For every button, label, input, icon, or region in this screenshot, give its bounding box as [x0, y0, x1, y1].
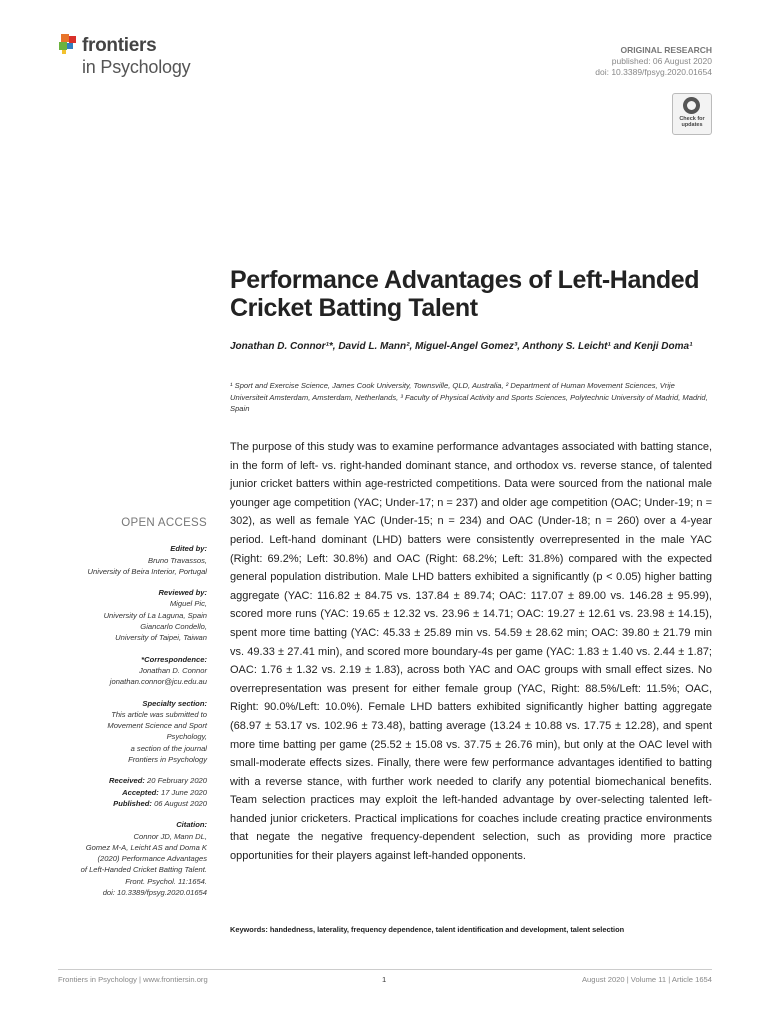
journal-name-line2: in Psychology — [82, 57, 191, 77]
specialty-line: Psychology, — [166, 732, 207, 742]
citation-line: Connor JD, Mann DL, — [133, 831, 207, 841]
citation-doi[interactable]: doi: 10.3389/fpsyg.2020.01654 — [102, 888, 207, 898]
check-for-updates-button[interactable] — [672, 93, 712, 135]
accepted-date: 17 June 2020 — [160, 787, 207, 797]
article-title: Performance Advantages of Left-Handed Cricket Batting Talent — [230, 266, 700, 322]
reviewer-affiliation: University of La Laguna, Spain — [103, 610, 207, 620]
correspondence-label: *Correspondence: — [141, 654, 207, 664]
journal-logo[interactable] — [58, 33, 208, 81]
footer-volume-info: August 2020 | Volume 11 | Article 1654 — [581, 975, 712, 984]
citation-label: Citation: — [176, 820, 207, 830]
check-updates-label: Check for updates — [679, 116, 705, 128]
published-date: 06 August 2020 — [154, 798, 207, 808]
open-access-label: OPEN ACCESS — [121, 517, 207, 529]
doi-line[interactable]: doi: 10.3389/fpsyg.2020.01654 — [595, 67, 712, 77]
received-date-row — [40, 775, 207, 786]
published-date-row — [40, 798, 207, 809]
affiliations: ¹ Sport and Exercise Science, James Cook University, Townsville, QLD, Australia, ² Department of Human Movement Sciences, Vrije Universiteit Amsterdam, Amsterdam, Netherlands, ³ Faculty of Physical Activity and Sports Sciences, Polytechnic University of Madrid, Madrid, Spain — [230, 381, 708, 413]
accepted-date-row — [40, 787, 207, 798]
article-meta-header — [595, 45, 712, 78]
citation-line: of Left-Handed Cricket Batting Talent. — [80, 865, 207, 875]
specialty-line: Movement Science and Sport — [107, 721, 207, 731]
specialty-line: a section of the journal — [130, 743, 207, 753]
footer-journal-link[interactable]: Frontiers in Psychology | www.frontiersin.org — [58, 975, 208, 984]
abstract: The purpose of this study was to examine performance advantages associated with batting stance, in the form of left- vs. right-handed dominant stance, and orthodox vs. reverse stance, of talented junior cricket batters within age-restricted competitions. Data were sourced from the national male younger age competition (YAC; Under-17; n = 237) and older age competition (OAC; Under-19; n = 302), as well as female YAC (Under-15; n = 234) and OAC (Under-18; n = 260) over a 4-year period. Left-hand dominant (LHD) batters were consistently overrepresented in the male YAC (Right: 69.2%; Left: 30.8%) and OAC (Right: 68.2%; Left: 31.8%) compared with the expected general population distribution. Male LHD batters exhibited a significantly (p < 0.05) higher batting aggregate (YAC: 116.82 ± 84.75 vs. 137.84 ± 89.74; OAC: 117.07 ± 89.00 vs. 146.28 ± 95.99), scored more runs (YAC: 19.65 ± 12.32 vs. 23.96 ± 14.71; OAC: 19.27 ± 12.61 vs. 23.98 ± 14.15), spent more time batting (YAC: 45.33 ± 25.89 min vs. 54.59 ± 28.62 min; OAC: 39.80 ± 21.79 min vs. 49.33 ± 27.41 min), and scored more boundary-4s per game (YAC: 1.83 ± 1.40 vs. 2.44 ± 1.87; OAC: 1.76 ± 1.32 vs. 2.19 ± 1.83), across both YAC and OAC groups with small effect sizes. No overrepresentation was present for either female group (YAC, Right: 88.5%/Left: 11.5%; OAC, Right: 90.0%/Left: 10.0%). Female LHD batters exhibited significantly higher batting aggregate (68.97 ± 53.17 vs. 102.96 ± 73.48), batting average (13.24 ± 10.88 vs. 17.75 ± 12.28), and spent more time batting per game (25.52 ± 15.08 vs. 37.75 ± 26.76 min), but only at the OAC level with small-moderate effects sizes. Finally, there were few performance advantages identified to batting with a reverse stance, with further work needed to clarify any potential biomechanical benefits. Team selection practices may exploit the left-handed advantage by over-selecting talented left-handed junior cricketers. Practical implications for coaches include creating practice environments that negate the negative frequency-dependent selection, such as providing more practice opportunities for their players against left-handed opponents. — [230, 441, 712, 863]
check-updates-icon — [683, 97, 700, 114]
correspondence-email[interactable]: jonathan.connor@jcu.edu.au — [109, 677, 207, 687]
citation-line: Gomez M-A, Leicht AS and Doma K — [85, 842, 207, 852]
specialty-line: This article was submitted to — [111, 709, 207, 719]
citation-line: Front. Psychol. 11:1654. — [125, 876, 207, 886]
reviewer-name: Miguel Pic, — [169, 599, 207, 609]
footer-divider — [58, 969, 712, 970]
reviewer-name: Giancarlo Condello, — [140, 622, 207, 632]
frontiers-logo-icon — [58, 33, 80, 55]
specialty-section-label: Specialty section: — [142, 698, 207, 708]
journal-name-line1: frontiers — [82, 35, 157, 56]
article-sidebar — [40, 518, 207, 898]
editor-name: Bruno Travassos, — [148, 555, 207, 565]
accepted-label: Accepted: — [122, 787, 159, 797]
correspondence-name: Jonathan D. Connor — [139, 665, 207, 675]
reviewed-by-label: Reviewed by: — [158, 588, 207, 598]
reviewer-affiliation: University of Taipei, Taiwan — [115, 633, 207, 643]
published-label: Published: — [113, 798, 152, 808]
received-date: 20 February 2020 — [147, 776, 207, 786]
specialty-line: Frontiers in Psychology — [128, 755, 207, 765]
received-label: Received: — [109, 776, 145, 786]
citation-line: (2020) Performance Advantages — [97, 854, 207, 864]
published-line: published: 06 August 2020 — [611, 56, 712, 66]
keywords: Keywords: handedness, laterality, frequency dependence, talent identification and development, talent selection — [230, 925, 625, 934]
article-type: ORIGINAL RESEARCH — [620, 45, 712, 55]
author-list: Jonathan D. Connor¹*, David L. Mann², Miguel-Angel Gomez³, Anthony S. Leicht¹ and Kenji Doma¹ — [230, 341, 693, 352]
page-number: 1 — [382, 975, 387, 984]
edited-by-label: Edited by: — [170, 544, 207, 554]
editor-affiliation: University of Beira Interior, Portugal — [87, 566, 207, 576]
